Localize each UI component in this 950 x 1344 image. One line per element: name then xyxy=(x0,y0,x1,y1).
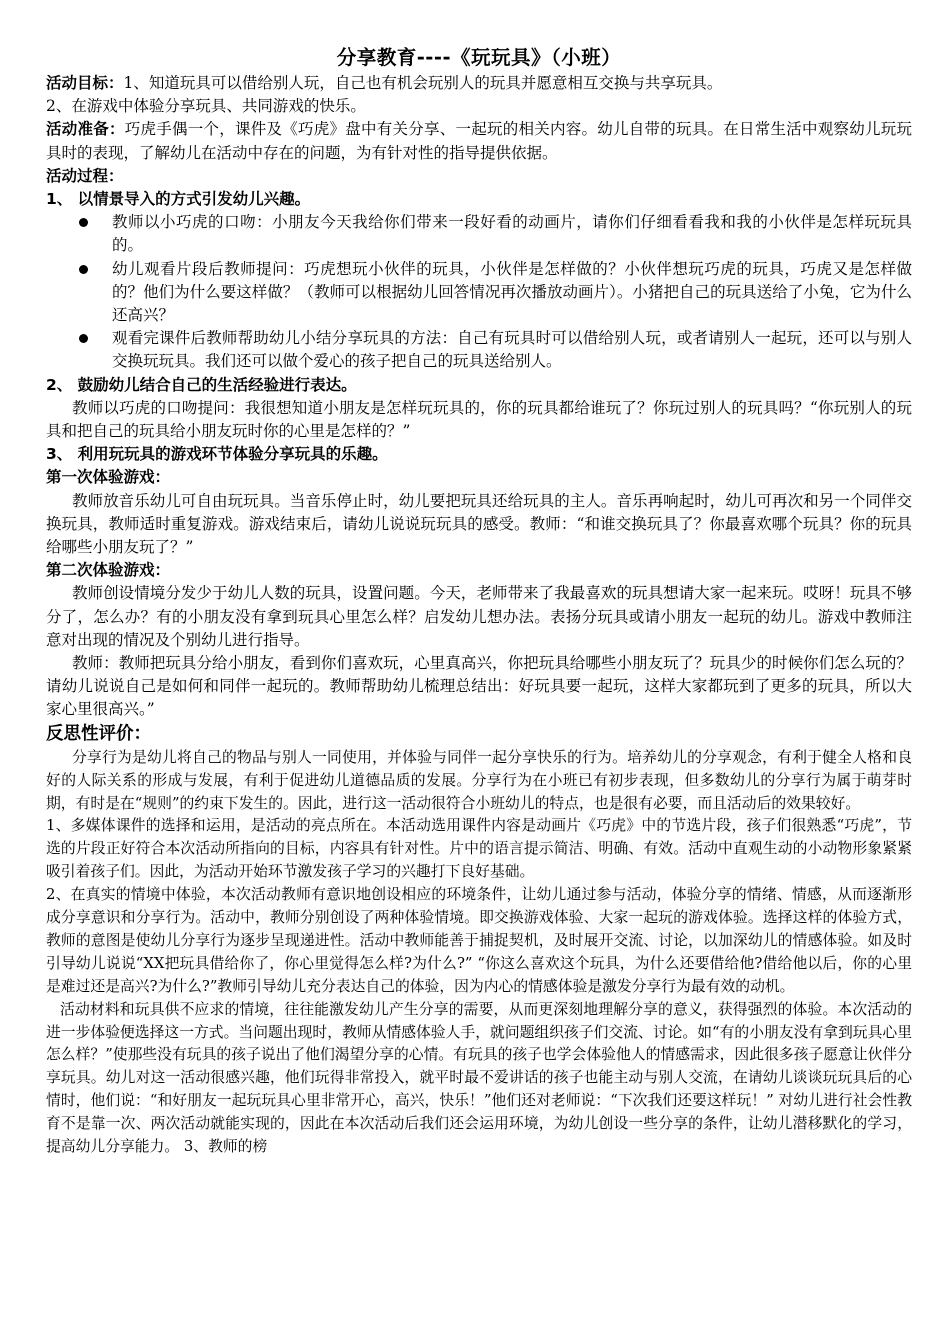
activity-prep xyxy=(46,118,912,164)
game2-text-1: 教师创设情境分发少于幼儿人数的玩具，设置问题。今天，老师带来了我最喜欢的玩具想请大家一起来玩。哎呀！玩具不够分了，怎么办？有的小朋友没有拿到玩具心里怎么样？启发幼儿想办法。表扬分玩具或请小朋友一起玩的幼儿。游戏中教师注意对出现的情况及个别幼儿进行指导。 xyxy=(46,584,912,649)
game1-label: 第一次体验游戏： xyxy=(46,468,171,487)
bullet-dot-icon xyxy=(79,218,88,227)
step2-text: 教师以巧虎的口吻提问：我很想知道小朋友是怎样玩玩具的，你的玩具都给谁玩了？你玩过别人的玩具吗？“你玩别人的玩具和把自己的玩具给小朋友玩时你的心里是怎样的？” xyxy=(46,398,912,441)
reflection-heading: 反思性评价： xyxy=(46,723,151,744)
activity-goal-label: 活动目标： xyxy=(46,74,124,92)
activity-goal-1 xyxy=(46,72,912,95)
activity-process-label: 活动过程： xyxy=(46,166,124,185)
reflection-paragraph-1: 分享行为是幼儿将自己的物品与别人一同使用，并体验与同伴一起分享快乐的行为。培养幼儿的分享观念，有利于健全人格和良好的人际关系的形成与发展，有利于促进幼儿道德品质的发展。分享行为在小班已有初步表现，但多数幼儿的分享行为属于萌芽时期，有时是在“规则”的约束下发生的。因此，进行这一活动很符合小班幼儿的特点，也是很有必要，而且活动后的效果较好。 xyxy=(46,748,912,812)
step1-bullet-text: 教师以小巧虎的口吻：小朋友今天我给你们带来一段好看的动画片，请你们仔细看看我和我的小伙伴是怎样玩玩具的。 xyxy=(112,213,912,255)
activity-goal-2: 2、在游戏中体验分享玩具、共同游戏的快乐。 xyxy=(46,97,366,116)
game2-text-2: 教师：教师把玩具分给小朋友，看到你们喜欢玩，心里真高兴，你把玩具给哪些小朋友玩了？玩具少的时候你们怎么玩的？请幼儿说说自己是如何和同伴一起玩的。教师帮助幼儿梳理总结出：好玩具要一起玩，这样大家都玩到了更多的玩具，所以大家心里很高兴。” xyxy=(46,654,912,719)
bullet-dot-icon xyxy=(79,265,88,274)
step3-heading: 3、 利用玩玩具的游戏环节体验分享玩具的乐趣。 xyxy=(46,445,388,464)
reflection-paragraph-3: 2、在真实的情境中体验，本次活动教师有意识地创设相应的环境条件，让幼儿通过参与活动，体验分享的情绪、情感，从而逐渐形成分享意识和分享行为。活动中，教师分别创设了两种体验情境。即交换游戏体验、大家一起玩的游戏体验。选择这样的体验方式，教师的意图是使幼儿分享行为逐步呈现递进性。活动中教师能善于捕捉契机，及时展开交流、讨论，以加深幼儿的情感体验。如及时引导幼儿说说“XX把玩具借给你了，你心里觉得怎么样?为什么?” “你这么喜欢这个玩具，为什么还要借给他?借给他以后，你的心里是难过还是高兴?为什么?”教师引导幼儿充分表达自己的体验，因为内心的情感体验是激发分享行为最有效的动机。 xyxy=(46,886,912,995)
step1-bullet xyxy=(46,327,912,373)
activity-prep-label: 活动准备： xyxy=(46,120,125,139)
document-title: 分享教育----《玩玩具》（小班） xyxy=(336,46,622,69)
bullet-dot-icon xyxy=(79,334,88,343)
step1-bullet-text: 观看完课件后教师帮助幼儿小结分享玩具的方法：自己有玩具时可以借给别人玩，或者请别人一起玩，还可以与别人交换玩玩具。我们还可以做个爱心的孩子把自己的玩具送给别人。 xyxy=(112,329,912,371)
step1-bullet-list xyxy=(46,211,912,373)
reflection-paragraph-2: 1、多媒体课件的选择和运用，是活动的亮点所在。本活动选用课件内容是动画片《巧虎》中的节选片段，孩子们很熟悉“巧虎”，节选的片段正好符合本次活动所指向的目标，内容具有针对性。片中的语言提示简洁、明确、有效。活动中直观生动的小动物形象紧紧吸引着孩子们。因此，为活动开始环节激发孩子学习的兴趣打下良好基础。 xyxy=(46,817,912,881)
activity-prep-text: 巧虎手偶一个，课件及《巧虎》盘中有关分享、一起玩的相关内容。幼儿自带的玩具。在日常生活中观察幼儿玩玩具时的表现，了解幼儿在活动中存在的问题，为有针对性的指导提供依据。 xyxy=(46,120,912,162)
step1-heading: 1、 以情景导入的方式引发幼儿兴趣。 xyxy=(46,190,311,209)
step1-bullet xyxy=(46,211,912,257)
game1-text: 教师放音乐幼儿可自由玩玩具。当音乐停止时，幼儿要把玩具还给玩具的主人。音乐再响起时，幼儿可再次和另一个同伴交换玩具，教师适时重复游戏。游戏结束后，请幼儿说说玩玩具的感受。教师：“和谁交换玩具了？你最喜欢哪个玩具？你的玩具给哪些小朋友玩了？” xyxy=(46,491,912,557)
document-page xyxy=(46,44,912,1159)
reflection-paragraph-4: 活动材料和玩具供不应求的情境，往往能激发幼儿产生分享的需要，从而更深刻地理解分享的意义，获得强烈的体验。本次活动的进一步体验便选择这一方式。当问题出现时，教师从情感体验人手，就问题组织孩子们交流、讨论。如“有的小朋友没有拿到玩具心里怎么样？”使那些没有玩具的孩子说出了他们渴望分享的心情。有玩具的孩子也学会体验他人的情感需求，因此很多孩子愿意让伙伴分享玩具。幼儿对这一活动很感兴趣，他们玩得非常投入，就平时最不爱讲话的孩子也能主动与别人交流，在请幼儿谈谈玩玩具后的心情时，他们说：“和好朋友一起玩玩具心里非常开心，高兴，快乐！”他们还对老师说：“下次我们还要这样玩！” 对幼儿进行社会性教育不是靠一次、两次活动就能实现的，因此在本次活动后我们还会运用环境，为幼儿创设一些分享的条件，让幼儿潜移默化的学习，提高幼儿分享能力。 3、教师的榜 xyxy=(46,1000,912,1156)
game2-label: 第二次体验游戏： xyxy=(46,561,171,580)
activity-goal-text-1: 1、知道玩具可以借给别人玩，自己也有机会玩别人的玩具并愿意相互交换与共享玩具。 xyxy=(123,74,723,92)
step2-heading: 2、 鼓励幼儿结合自己的生活经验进行表达。 xyxy=(46,375,357,394)
step1-bullet xyxy=(46,258,912,328)
step1-bullet-text: 幼儿观看片段后教师提问：巧虎想玩小伙伴的玩具，小伙伴是怎样做的？小伙伴想玩巧虎的玩具，巧虎又是怎样做的？他们为什么要这样做？（教师可以根据幼儿回答情况再次播放动画片）。小猪把自己的玩具送给了小兔，它为什么还高兴？ xyxy=(112,259,912,325)
